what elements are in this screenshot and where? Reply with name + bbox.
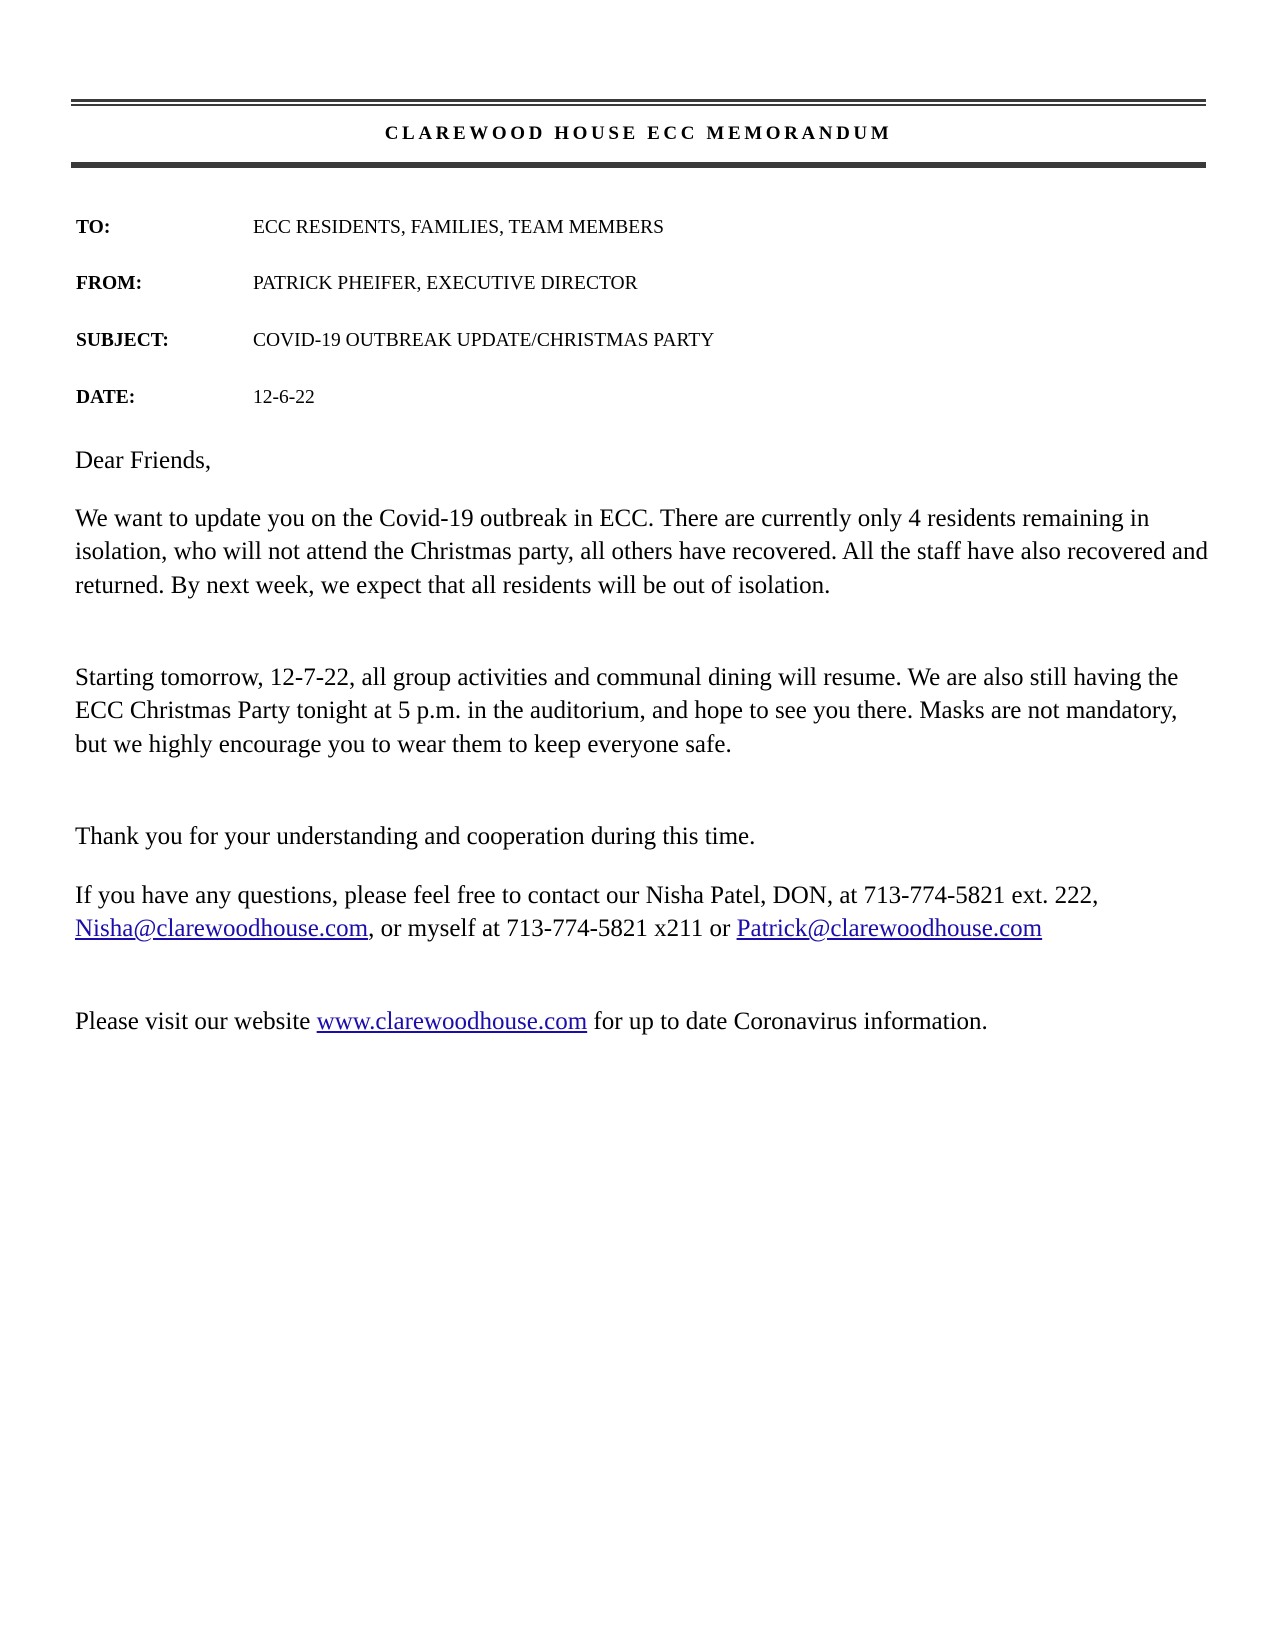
contact-text-middle: , or myself at 713-774-5821 x211 or — [368, 915, 737, 943]
paragraph-activities-resume: Starting tomorrow, 12-7-22, all group activities and communal dining will resume. We are also still having the ECC Christmas Party tonight at 5 p.m. in the auditorium, and hope to see you there. Masks are not mandatory, but we highly encourage you to wear them to keep everyone safe. — [75, 664, 1179, 758]
salutation: Dear Friends, — [75, 447, 212, 474]
to-label: TO: — [76, 217, 111, 238]
website-link[interactable]: www.clarewoodhouse.com — [316, 1008, 588, 1035]
header-top-rule — [71, 99, 1206, 102]
paragraph-outbreak-update: We want to update you on the Covid-19 outbreak in ECC. There are currently only 4 residents remaining in isolation, who will not attend the Christmas party, all others have recovered. All the staff have also recovered and returned. By next week, we expect that all residents will be out of isolation. — [75, 505, 1208, 599]
date-label: DATE: — [76, 387, 136, 408]
subject-value: COVID-19 OUTBREAK UPDATE/CHRISTMAS PARTY — [253, 330, 715, 351]
subject-label: SUBJECT: — [76, 330, 169, 351]
website-text-after: for up to date Coronavirus information. — [587, 1008, 988, 1035]
to-value: ECC RESIDENTS, FAMILIES, TEAM MEMBERS — [253, 217, 664, 238]
memo-title: CLAREWOOD HOUSE ECC MEMORANDUM — [384, 123, 893, 144]
paragraph-contact — [75, 879, 1215, 946]
date-value: 12-6-22 — [253, 387, 315, 408]
patrick-email-link[interactable]: Patrick@clarewoodhouse.com — [736, 915, 1043, 943]
header-bottom-rule — [71, 162, 1206, 168]
paragraph-thank-you: Thank you for your understanding and cooperation during this time. — [75, 823, 756, 850]
header-top-rule-thin — [71, 104, 1206, 106]
from-value: PATRICK PHEIFER, EXECUTIVE DIRECTOR — [253, 273, 638, 294]
contact-text-before: If you have any questions, please feel free to contact our Nisha Patel, DON, at 713-774-5821 ext. 222, — [75, 882, 1099, 909]
paragraph-website — [75, 1005, 1215, 1038]
nisha-email-link[interactable]: Nisha@clarewoodhouse.com — [75, 915, 369, 943]
website-text-before: Please visit our website — [75, 1008, 317, 1035]
from-label: FROM: — [76, 273, 143, 294]
